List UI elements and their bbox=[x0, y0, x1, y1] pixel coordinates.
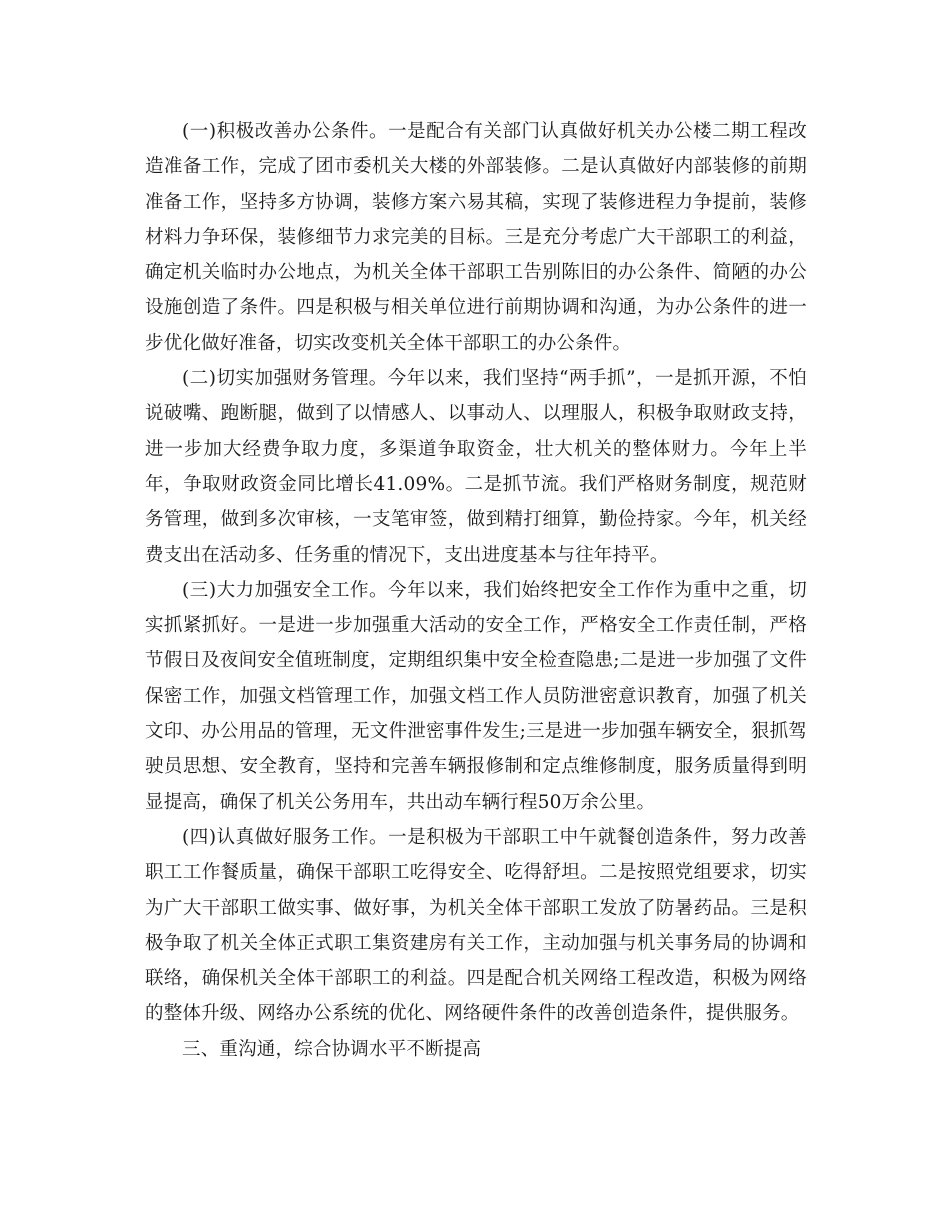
paragraph-service-work: (四)认真做好服务工作。一是积极为干部职工中午就餐创造条件，努力改善职工工作餐质量，确保干部职工吃得安全、吃得舒坦。二是按照党组要求，切实为广大干部职工做实事、做好事，为机关全体干部职工发放了防暑药品。三是积极争取了机关全体正式职工集资建房有关工作，主动加强与机关事务局的协调和联络，确保机关全体干部职工的利益。四是配合机关网络工程改造，积极为网络的整体升级、网络办公系统的优化、网络硬件条件的改善创造条件，提供服务。 bbox=[145, 826, 807, 1025]
paragraph-safety-work: (三)大力加强安全工作。今年以来，我们始终把安全工作作为重中之重，切实抓紧抓好。一是进一步加强重大活动的安全工作，严格安全工作责任制，严格节假日及夜间安全值班制度，定期组织集中安全检查隐患;二是进一步加强了文件保密工作，加强文档管理工作，加强文档工作人员防泄密意识教育，加强了机关文印、办公用品的管理，无文件泄密事件发生;三是进一步加强车辆安全，狠抓驾驶员思想、安全教育，坚持和完善车辆报修制和定点维修制度，服务质量得到明显提高，确保了机关公务用车，共出动车辆行程50万余公里。 bbox=[145, 579, 807, 813]
document-body bbox=[145, 114, 807, 1067]
section-heading-communication: 三、重沟通，综合协调水平不断提高 bbox=[182, 1038, 482, 1060]
paragraph-financial-management: (二)切实加强财务管理。今年以来，我们坚持“两手抓”，一是抓开源，不怕说破嘴、跑断腿，做到了以情感人、以事动人、以理服人，积极争取财政支持，进一步加大经费争取力度，多渠道争取资金，壮大机关的整体财力。今年上半年，争取财政资金同比增长41.09%。二是抓节流。我们严格财务制度，规范财务管理，做到多次审核，一支笔审签，做到精打细算，勤俭持家。今年，机关经费支出在活动多、任务重的情况下，支出进度基本与往年持平。 bbox=[145, 368, 807, 566]
paragraph-office-conditions: (一)积极改善办公条件。一是配合有关部门认真做好机关办公楼二期工程改造准备工作，完成了团市委机关大楼的外部装修。二是认真做好内部装修的前期准备工作，坚持多方协调，装修方案六易其稿，实现了装修进程力争提前，装修材料力争环保，装修细节力求完美的目标。三是充分考虑广大干部职工的利益，确定机关临时办公地点，为机关全体干部职工告别陈旧的办公条件、简陋的办公设施创造了条件。四是积极与相关单位进行前期协调和沟通，为办公条件的进一步优化做好准备，切实改变机关全体干部职工的办公条件。 bbox=[145, 121, 807, 354]
